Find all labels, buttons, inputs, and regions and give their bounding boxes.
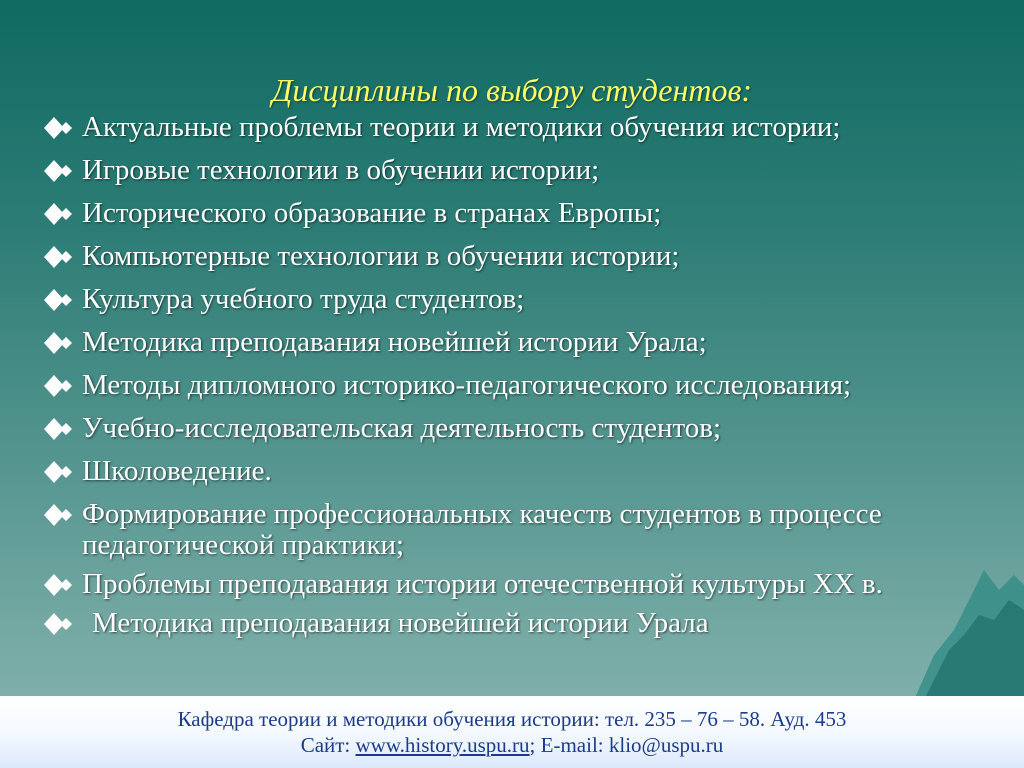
diamond-bullet-icon: [43, 331, 73, 355]
diamond-bullet-icon: [43, 159, 73, 183]
list-item-text: Компьютерные технологии в обучении истории;: [82, 240, 680, 272]
footer-site-line: [0, 732, 1024, 758]
diamond-bullet-icon: [43, 417, 73, 441]
list-item: [40, 413, 980, 444]
list-item: [40, 608, 980, 639]
list-item: [40, 327, 980, 358]
footer: [0, 696, 1024, 768]
diamond-bullet-icon: [43, 460, 73, 484]
list-item: [40, 456, 980, 487]
site-label: Сайт:: [300, 733, 351, 757]
list-item: [40, 241, 980, 272]
diamond-bullet-icon: [43, 202, 73, 226]
diamond-bullet-icon: [43, 245, 73, 269]
list-item-text: Учебно-исследовательская деятельность студентов;: [82, 412, 722, 444]
diamond-bullet-icon: [43, 503, 73, 527]
list-item: [40, 284, 980, 315]
site-link[interactable]: www.history.uspu.ru: [355, 733, 530, 757]
email-text: ; E-mail: klio@uspu.ru: [529, 733, 724, 757]
list-item: [40, 198, 980, 229]
diamond-bullet-icon: [43, 374, 73, 398]
list-item: [40, 370, 980, 401]
list-item-text: Культура учебного труда студентов;: [82, 283, 525, 315]
diamond-bullet-icon: [43, 612, 73, 636]
list-item-text: Методика преподавания новейшей истории Урала: [92, 607, 709, 639]
list-item: [40, 112, 980, 143]
list-item-text: Проблемы преподавания истории отечественной культуры XX в.: [82, 568, 883, 600]
footer-contact-line: Кафедра теории и методики обучения истории: тел. 235 – 76 – 58. Ауд. 453: [177, 707, 847, 731]
list-item-text: Игровые технологии в обучении истории;: [82, 154, 600, 186]
diamond-bullet-icon: [43, 573, 73, 597]
list-item: [40, 499, 980, 561]
discipline-list: [40, 112, 980, 651]
list-item-text: Методика преподавания новейшей истории Урала;: [82, 326, 707, 358]
list-item: [40, 155, 980, 186]
diamond-bullet-icon: [43, 288, 73, 312]
list-item: [40, 569, 980, 600]
list-item-text: Актуальные проблемы теории и методики обучения истории;: [82, 111, 841, 143]
list-item-text: Исторического образование в странах Европы;: [82, 197, 662, 229]
slide-title: Дисциплины по выбору студентов:: [271, 72, 752, 108]
list-item-text: Формирование профессиональных качеств студентов в процессе педагогической практики;: [82, 498, 882, 561]
list-item-text: Школоведение.: [82, 455, 272, 487]
list-item-text: Методы дипломного историко-педагогического исследования;: [82, 369, 852, 401]
diamond-bullet-icon: [43, 116, 73, 140]
